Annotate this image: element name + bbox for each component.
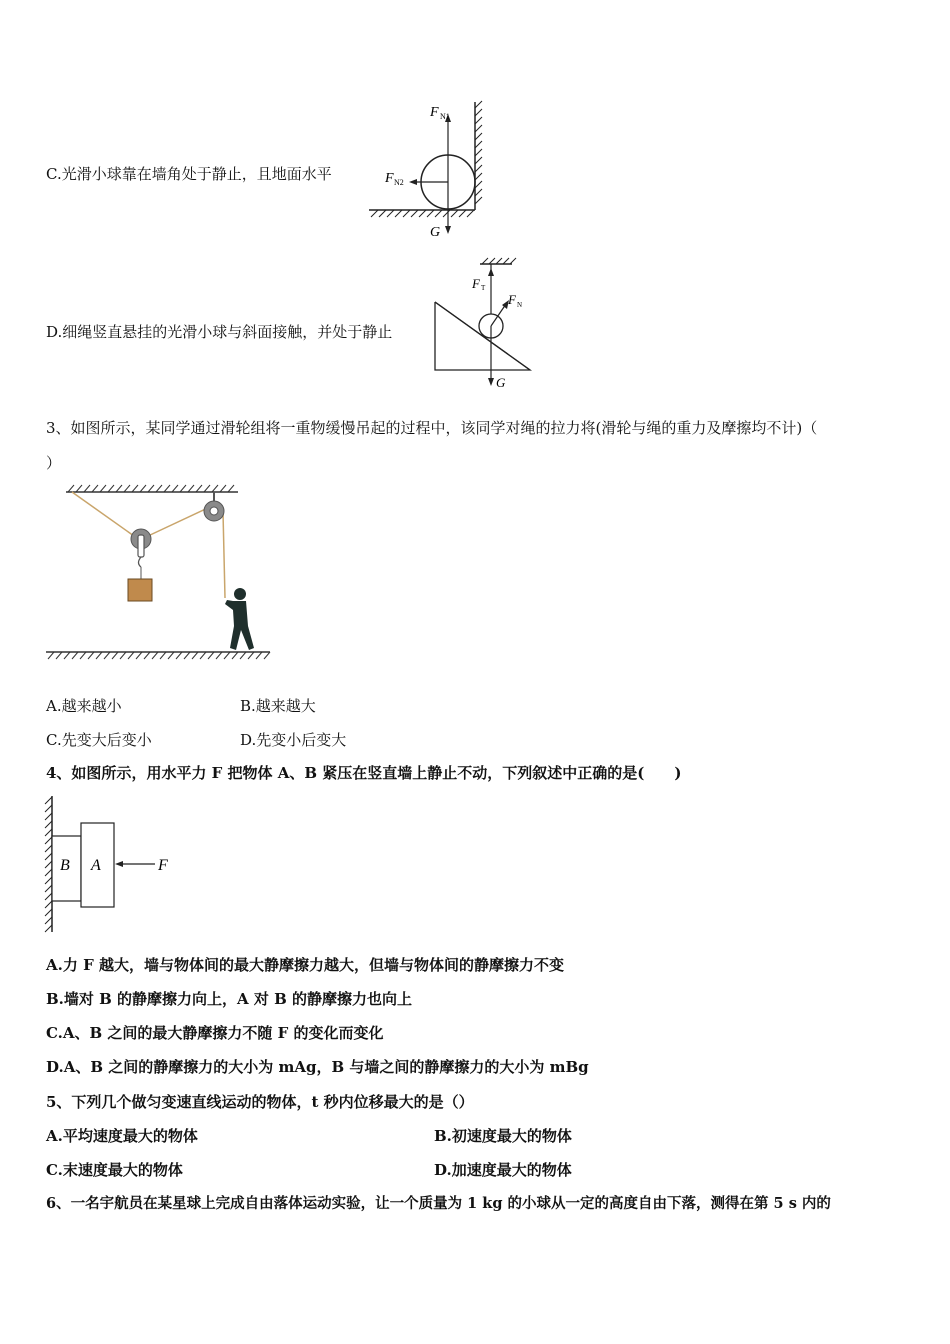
q3-option-b: B.越来越大 (240, 697, 316, 715)
ball-in-corner-diagram (365, 100, 485, 240)
blocks-against-wall-diagram (44, 792, 184, 937)
ft-label: F (472, 276, 480, 291)
fn-subscript: N (517, 301, 523, 309)
q3-option-d: D.先变小后变大 (240, 731, 347, 749)
ft-subscript: T (481, 284, 486, 292)
q5-option-a: A.平均速度最大的物体 (46, 1127, 198, 1145)
force-f-label: F (158, 857, 168, 874)
q5-stem: 5、下列几个做匀变速直线运动的物体，t 秒内位移最大的是（） (46, 1093, 474, 1111)
q3-stem: 3、如图所示，某同学通过滑轮组将一重物缓慢吊起的过程中，该同学对绳的拉力将(滑轮与绳的重力及摩擦均不计)（ (46, 419, 818, 437)
q2-option-c: C.光滑小球靠在墙角处于静止，且地面水平 (46, 165, 332, 183)
q3-option-c: C.先变大后变小 (46, 731, 152, 749)
fn1-label: F (430, 105, 439, 120)
q5-option-b: B.初速度最大的物体 (434, 1127, 572, 1145)
q4-option-a: A.力 F 越大，墙与物体间的最大静摩擦力越大，但墙与物体间的静摩擦力不变 (46, 956, 564, 974)
hanging-ball-incline-diagram (430, 256, 540, 396)
fn1-subscript: N1 (440, 112, 450, 121)
q4-stem: 4、如图所示，用水平力 F 把物体 A、B 紧压在竖直墙上静止不动，下列叙述中正确的是( ) (46, 764, 682, 782)
block-a-label: A (91, 857, 101, 874)
q4-option-c: C.A、B 之间的最大静摩擦力不随 F 的变化而变化 (46, 1024, 384, 1042)
q4-option-d: D.A、B 之间的静摩擦力的大小为 mAg，B 与墙之间的静摩擦力的大小为 mBg (46, 1058, 589, 1076)
q4-option-b: B.墙对 B 的静摩擦力向上，A 对 B 的静摩擦力也向上 (46, 990, 413, 1008)
pulley-system-diagram (44, 480, 274, 665)
q6-stem: 6、一名宇航员在某星球上完成自由落体运动实验，让一个质量为 1 kg 的小球从一定的高度自由下落，测得在第 5 s 内的 (46, 1195, 831, 1212)
fn-label: F (508, 292, 516, 307)
q5-option-d: D.加速度最大的物体 (434, 1161, 572, 1179)
q3-option-a: A.越来越小 (46, 697, 122, 715)
q3-stem-end: ） (46, 454, 62, 472)
q5-option-c: C.末速度最大的物体 (46, 1161, 183, 1179)
fn2-subscript: N2 (394, 178, 404, 187)
g-label: G (430, 225, 441, 240)
q2-option-d: D.细绳竖直悬挂的光滑小球与斜面接触，并处于静止 (46, 323, 393, 341)
g-label-d: G (496, 375, 506, 390)
block-b-label: B (60, 857, 70, 874)
fn2-label: F (385, 171, 394, 186)
